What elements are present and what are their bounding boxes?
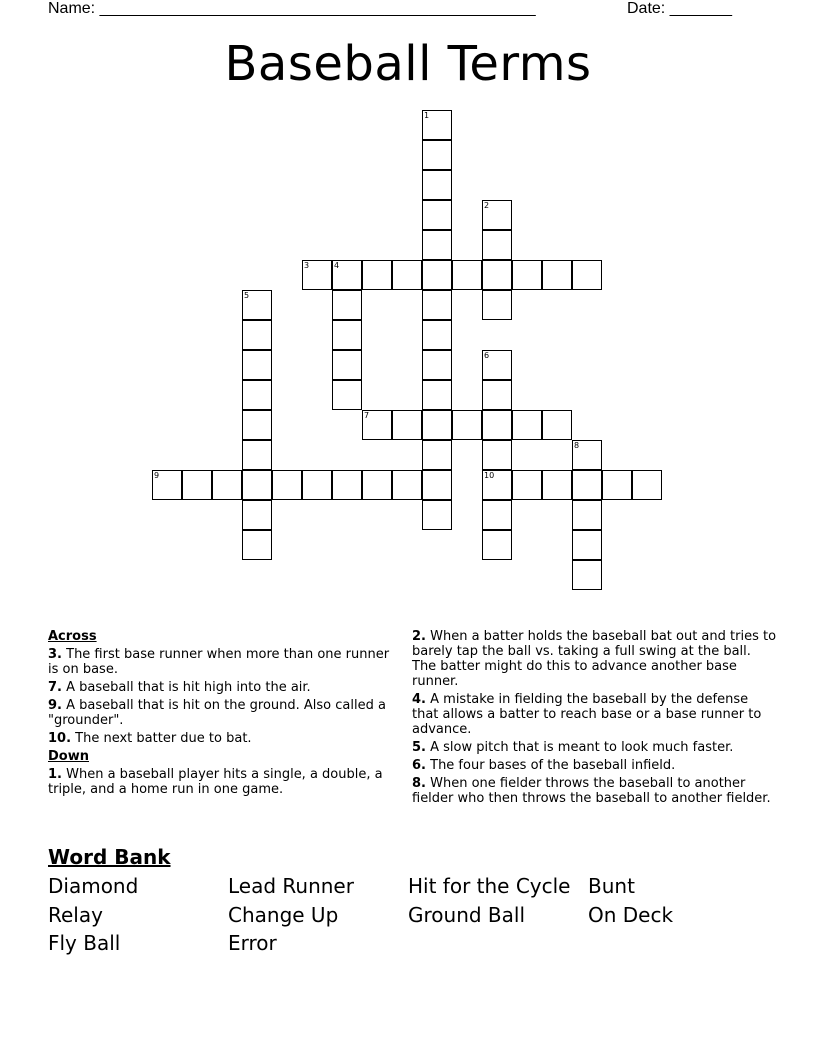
crossword-cell[interactable] <box>392 260 422 290</box>
crossword-cell[interactable] <box>482 380 512 410</box>
crossword-cell[interactable] <box>422 380 452 410</box>
crossword-cell[interactable] <box>212 470 242 500</box>
crossword-cell[interactable] <box>422 440 452 470</box>
crossword-cell[interactable] <box>602 470 632 500</box>
clue-across-3 <box>48 647 393 677</box>
crossword-cell[interactable] <box>422 470 452 500</box>
word-bank-item: Lead Runner <box>228 874 354 898</box>
clue-number: 3. <box>48 647 62 662</box>
clue-number: 1. <box>48 767 62 782</box>
word-bank-item: On Deck <box>588 903 674 927</box>
crossword-cell[interactable] <box>272 470 302 500</box>
clues-right-column <box>412 629 777 809</box>
clue-across-7 <box>48 680 393 695</box>
crossword-cell[interactable] <box>482 530 512 560</box>
date-line: Date: _______ <box>627 0 732 17</box>
clue-text: A baseball that is hit on the ground. Also called a "grounder". <box>48 698 386 728</box>
crossword-cell[interactable] <box>182 470 212 500</box>
word-bank-item: Error <box>228 931 277 955</box>
crossword-cell[interactable] <box>422 200 452 230</box>
crossword-cell[interactable] <box>422 350 452 380</box>
crossword-cell[interactable] <box>242 380 272 410</box>
clue-number: 9. <box>48 698 62 713</box>
crossword-cell[interactable] <box>572 500 602 530</box>
clue-number: 8. <box>412 776 426 791</box>
clue-number: 10. <box>48 731 72 746</box>
clue-text: The next batter due to bat. <box>75 731 252 746</box>
crossword-cell[interactable] <box>572 260 602 290</box>
clue-number: 4. <box>412 692 426 707</box>
clue-down-5 <box>412 740 777 755</box>
clue-number-label: 3 <box>304 261 310 270</box>
crossword-cell[interactable] <box>332 290 362 320</box>
crossword-cell[interactable] <box>242 470 272 500</box>
crossword-cell[interactable] <box>512 260 542 290</box>
crossword-cell[interactable] <box>242 350 272 380</box>
crossword-cell[interactable] <box>482 410 512 440</box>
crossword-cell[interactable] <box>332 380 362 410</box>
clue-down-8 <box>412 776 777 806</box>
word-bank-item: Change Up <box>228 903 339 927</box>
crossword-cell[interactable] <box>332 350 362 380</box>
clue-number-label: 7 <box>364 411 370 420</box>
crossword-cell[interactable] <box>422 320 452 350</box>
crossword-cell[interactable] <box>482 290 512 320</box>
word-bank-item: Bunt <box>588 874 635 898</box>
clue-number-label: 4 <box>334 261 340 270</box>
crossword-cell[interactable] <box>242 500 272 530</box>
clue-down-1 <box>48 767 393 797</box>
word-bank-item: Relay <box>48 903 103 927</box>
clue-across-9 <box>48 698 393 728</box>
crossword-cell[interactable] <box>422 170 452 200</box>
crossword-cell[interactable] <box>392 470 422 500</box>
crossword-cell[interactable] <box>512 410 542 440</box>
crossword-cell[interactable] <box>332 470 362 500</box>
crossword-cell[interactable] <box>332 320 362 350</box>
clue-text: When one fielder throws the baseball to another fielder who then throws the baseball to another fielder. <box>412 776 771 806</box>
word-bank-item: Diamond <box>48 874 139 898</box>
crossword-cell[interactable] <box>422 500 452 530</box>
clue-text: A slow pitch that is meant to look much faster. <box>430 740 734 755</box>
crossword-cell[interactable] <box>422 410 452 440</box>
clue-number-label: 8 <box>574 441 580 450</box>
clue-text: A mistake in fielding the baseball by the defense that allows a batter to reach base or a base runner to advance. <box>412 692 762 737</box>
clue-text: A baseball that is hit high into the air. <box>66 680 311 695</box>
across-heading: Across <box>48 629 97 644</box>
clue-text: When a baseball player hits a single, a double, a triple, and a home run in one game. <box>48 767 383 797</box>
clue-text: When a batter holds the baseball bat out and tries to barely tap the ball vs. taking a full swing at the ball. The batter might do this to advance another base runner. <box>412 629 777 689</box>
crossword-cell[interactable] <box>242 530 272 560</box>
clue-number-label: 5 <box>244 291 250 300</box>
down-heading: Down <box>48 749 89 764</box>
clue-number: 6. <box>412 758 426 773</box>
clue-number: 5. <box>412 740 426 755</box>
crossword-cell[interactable] <box>542 260 572 290</box>
clue-number: 2. <box>412 629 426 644</box>
crossword-cell[interactable] <box>422 260 452 290</box>
crossword-cell[interactable] <box>482 440 512 470</box>
crossword-cell[interactable] <box>572 530 602 560</box>
word-bank-item: Ground Ball <box>408 903 526 927</box>
crossword-cell[interactable] <box>572 560 602 590</box>
crossword-cell[interactable] <box>542 470 572 500</box>
clue-text: The four bases of the baseball infield. <box>430 758 676 773</box>
crossword-cell[interactable] <box>422 140 452 170</box>
clue-down-6 <box>412 758 777 773</box>
crossword-cell[interactable] <box>242 320 272 350</box>
clue-across-10 <box>48 731 393 746</box>
clue-number: 7. <box>48 680 62 695</box>
clue-down-2 <box>412 629 777 689</box>
crossword-cell[interactable] <box>482 260 512 290</box>
clue-number-label: 1 <box>424 111 430 120</box>
clue-number-label: 10 <box>484 471 495 480</box>
clue-text: The first base runner when more than one runner is on base. <box>48 647 390 677</box>
crossword-cell[interactable] <box>542 410 572 440</box>
crossword-cell[interactable] <box>572 470 602 500</box>
word-bank-heading: Word Bank <box>48 845 171 869</box>
clue-number-label: 2 <box>484 201 490 210</box>
crossword-cell[interactable] <box>362 260 392 290</box>
clue-down-4 <box>412 692 777 737</box>
word-bank-item: Fly Ball <box>48 931 121 955</box>
crossword-cell[interactable] <box>422 290 452 320</box>
crossword-cell[interactable] <box>452 410 482 440</box>
clues-left-column <box>48 629 393 800</box>
crossword-cell[interactable] <box>302 470 332 500</box>
crossword-cell[interactable] <box>242 410 272 440</box>
crossword-cell[interactable] <box>482 500 512 530</box>
crossword-cell[interactable] <box>452 260 482 290</box>
crossword-cell[interactable] <box>392 410 422 440</box>
crossword-cell[interactable] <box>242 440 272 470</box>
page-title: Baseball Terms <box>224 36 592 92</box>
crossword-cell[interactable] <box>362 470 392 500</box>
crossword-cell[interactable] <box>422 230 452 260</box>
clue-number-label: 9 <box>154 471 160 480</box>
crossword-cell[interactable] <box>512 470 542 500</box>
crossword-cell[interactable] <box>632 470 662 500</box>
clue-number-label: 6 <box>484 351 490 360</box>
word-bank-item: Hit for the Cycle <box>408 874 571 898</box>
name-line: Name: _________________________________________________ <box>48 0 536 17</box>
crossword-cell[interactable] <box>482 230 512 260</box>
